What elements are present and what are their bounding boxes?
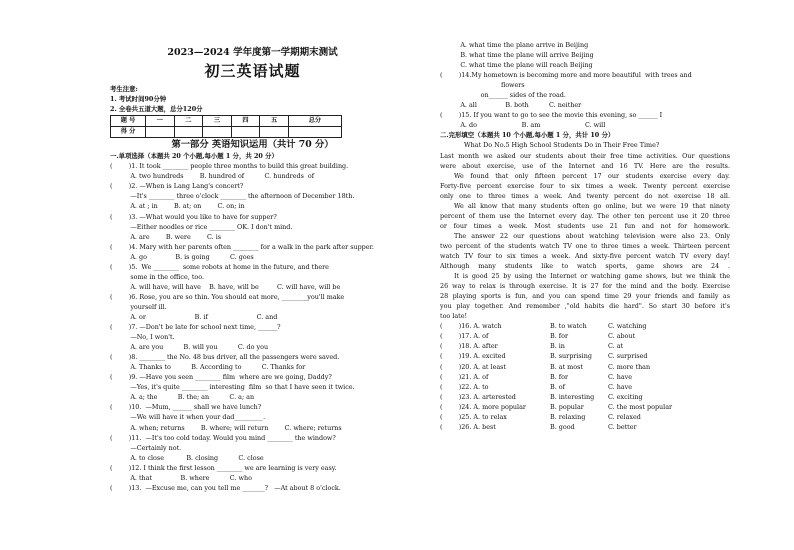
question-line: ( )6. Rose, you are so thin. You should eat more, ________you'll make	[110, 292, 345, 301]
cloze-option-row	[440, 382, 730, 392]
question-line: ( )5. We ________ some robots at home in the future, and there	[110, 262, 329, 271]
cloze-option-row	[440, 331, 730, 341]
option-b[interactable]: B. of	[550, 382, 565, 391]
question-line: —Yes, it's quite ________ interesting film so that I have seen it twice.	[110, 383, 355, 392]
question-line: —We will have it when your dad_________.	[110, 413, 266, 422]
option-b[interactable]: B. surprising	[550, 352, 592, 361]
option-c[interactable]: C. watching	[608, 322, 647, 331]
option-a[interactable]: ( )23. A. arterested	[440, 392, 516, 401]
question-list-left	[110, 161, 395, 493]
passage-line: 28 playing sports is fun, and you can spend time 29 your friends and family as	[440, 292, 730, 301]
question-line: A. go B. is going C. goes	[110, 252, 254, 261]
score-cell: 三	[203, 116, 232, 127]
question-line: A. at ; in B. at; on C. on; in	[110, 202, 245, 211]
option-a[interactable]: ( )25. A. to relax	[440, 412, 507, 421]
option-b[interactable]: B. good	[550, 422, 575, 431]
question-line: ( )11. —It's too cold today. Would you mind ________ the window?	[110, 433, 336, 442]
option-c[interactable]: C. have	[608, 382, 633, 391]
option-c[interactable]: C. about	[608, 332, 636, 341]
question-line: ( )1. It took ________ people three months to build this great building.	[110, 162, 349, 171]
option-c[interactable]: C. have	[608, 372, 633, 381]
score-cell: 得 分	[111, 127, 146, 138]
question-line: ( )8. ________ the No. 48 bus driver, all the passengers were saved.	[110, 353, 340, 362]
cloze-option-row	[440, 412, 730, 422]
passage-line: It is good 25 by using the Internet or watching game shows, but we think the	[454, 272, 730, 281]
question-line: —It's ________ three o'clock ________ the afternoon of December 18th.	[110, 192, 355, 201]
option-a[interactable]: ( )24. A. more popular	[440, 402, 526, 411]
option-a[interactable]: ( )21. A. of	[440, 372, 489, 381]
section2-heading: 二.完形填空（本题共 10 个小题,每小题 1 分，共计 10 分）	[440, 131, 615, 140]
option-c[interactable]: C. better	[608, 422, 637, 431]
score-cell: 五	[260, 116, 289, 127]
question-line: on______ sides of the road.	[440, 91, 566, 100]
option-b[interactable]: B. for	[550, 372, 569, 381]
note-item-1: 1. 考试时间90分钟	[110, 95, 167, 104]
question-line: A. to close B. closing C. close	[110, 453, 264, 462]
section1-heading: 一.单项选择（本题共 20 个小题,每小题 1 分，共 20 分）	[110, 152, 278, 161]
score-cell: 二	[174, 116, 203, 127]
option-b[interactable]: B. relaxing	[550, 412, 586, 421]
option-a[interactable]: ( )20. A. at least	[440, 362, 507, 371]
option-b[interactable]: B. popular	[550, 402, 584, 411]
question-line: —Either noodles or rice ________ OK. I don't mind.	[110, 222, 293, 231]
right-column	[440, 40, 730, 432]
score-table-score-row	[111, 127, 342, 138]
option-b[interactable]: B. for	[550, 332, 569, 341]
passage-line: The answer 22 our questions about watching television were also 23. Only	[454, 231, 730, 240]
question-line: —Certainly not.	[110, 443, 182, 452]
option-c[interactable]: C. the most popular	[608, 402, 673, 411]
option-a[interactable]: ( )22. A. to	[440, 382, 489, 391]
option-a[interactable]: ( )26. A. best	[440, 422, 496, 431]
passage-line: were about exercise, use of the Internet and 16 TV. Here are the results.	[440, 161, 730, 170]
question-line: ( )9. —Have you seen ________ film where are we going, Daddy?	[110, 373, 332, 382]
score-input-cell[interactable]	[174, 127, 203, 138]
part1-title: 第一部分 英语知识运用（共计 70 分）	[171, 139, 334, 151]
question-line: ( )13. —Excuse me, can you tell me _______? —At about 8 o'clock.	[110, 483, 341, 492]
exam-title: 2023—2024 学年度第一学期期末测试	[167, 47, 338, 58]
passage-line: percent of them use the Internet every day. The other ten percent use it 20 three	[440, 211, 730, 220]
question-line: ( )12. I think the first lesson ________ we are learning is very easy.	[110, 463, 337, 472]
question-line: ( )4. Mary with her parents often ________ for a walk in the park after supper.	[110, 242, 374, 251]
passage-line: you play together. And remember ,"old habits die hard". So start 30 before it's	[440, 302, 730, 311]
score-input-cell[interactable]	[146, 127, 175, 138]
score-input-cell[interactable]	[260, 127, 289, 138]
question-line: ( )14.My hometown is becoming more and more beautiful with trees and	[440, 71, 692, 80]
question-line: A. are you B. will you C. do you	[110, 343, 269, 352]
question-line: A. Thanks to B. According to C. Thanks for	[110, 363, 306, 372]
option-a[interactable]: ( )19. A. excited	[440, 352, 506, 361]
question-line: yourself ill.	[110, 302, 167, 311]
score-table-header-row	[111, 116, 342, 127]
question-list-right-top	[440, 40, 730, 130]
option-b[interactable]: B. interesting	[550, 392, 595, 401]
question-line: A. two hundreds B. hundred of C. hundreds of	[110, 172, 315, 181]
option-c[interactable]: C. more than	[608, 362, 651, 371]
cloze-option-row	[440, 422, 730, 432]
option-c[interactable]: C. at	[608, 342, 624, 351]
score-table	[110, 115, 342, 138]
score-input-cell[interactable]	[203, 127, 232, 138]
score-cell: 一	[146, 116, 175, 127]
option-b[interactable]: B. at most	[550, 362, 583, 371]
passage-line: Forty-five percent exercise four to six times a week. Twenty percent exercise	[440, 181, 730, 190]
question-line: ( )7. —Don't be late for school next time, ______?	[110, 323, 281, 332]
score-input-cell[interactable]	[288, 127, 341, 138]
cloze-option-row	[440, 402, 730, 412]
passage-line: watch TV four to six times a week. And sixty-five percent watch TV every day!	[440, 251, 730, 260]
option-b[interactable]: B. to watch	[550, 322, 587, 331]
question-line: ( )10. —Mum, ______ shall we have lunch?	[110, 403, 262, 412]
passage-line: or four times a week. Most students use 21 fun and not for homework.	[440, 221, 730, 230]
question-line: A. when; returns B. where; will return C. where; returns	[110, 423, 342, 432]
passage-line: We all know that many students often go online, but we were 19 that ninety	[454, 201, 730, 210]
cloze-options	[440, 321, 730, 432]
cloze-option-row	[440, 351, 730, 361]
score-input-cell[interactable]	[231, 127, 260, 138]
question-line: some in the office, too.	[110, 272, 205, 281]
question-line: C. what time the plane will reach Beijing	[440, 61, 593, 70]
passage-line: Last month we asked our students about their free time activities. Our questions	[440, 151, 730, 160]
passage-line: too late!	[440, 312, 468, 321]
question-line: A. are B. were C. is	[110, 232, 222, 241]
passage-line: only one to three times a week. And twenty percent do not exercise 18 all.	[440, 191, 730, 200]
question-line: ( )15. If you want to go to see the movie this evening, so ______ I	[440, 111, 663, 120]
cloze-option-row	[440, 341, 730, 351]
passage-line: We found that only fifteen percent 17 our students exercise every day.	[454, 171, 730, 180]
option-c[interactable]: C. relaxed	[608, 412, 641, 421]
passage-line: two percent of the students watch TV one to three times a week. Thirteen percent	[440, 241, 730, 250]
cloze-option-row	[440, 362, 730, 372]
question-line: flowers	[440, 81, 525, 90]
question-line: A. will have, will have B. have, will be C. will have, will be	[110, 282, 341, 291]
question-line: A. do B. am C. will	[440, 121, 606, 130]
left-column	[110, 47, 395, 493]
note-item-2: 2. 全卷共五道大题，总分120分	[110, 105, 203, 114]
exam-subtitle: 初三英语试题	[204, 62, 301, 80]
option-b[interactable]: B. in	[550, 342, 565, 351]
notes-heading: 考生注意:	[110, 85, 138, 93]
option-a[interactable]: ( )17. A. of	[440, 332, 489, 341]
question-line: A. a; the B. the; an C. a; an	[110, 393, 255, 402]
passage-title: What Do No.5 High School Students Do in Their Free Time?	[464, 141, 660, 150]
question-line: ( )2. —When is Lang Lang's concert?	[110, 182, 244, 191]
option-a[interactable]: ( )18. A. after	[440, 342, 498, 351]
option-c[interactable]: C. surprised	[608, 352, 648, 361]
cloze-option-row	[440, 321, 730, 331]
option-a[interactable]: ( )16. A. watch	[440, 322, 502, 331]
question-line: A. what time the plane arrive in Beijing	[440, 41, 589, 49]
score-cell: 题 号	[111, 116, 146, 127]
question-line: A. or B. if C. and	[110, 312, 278, 321]
cloze-option-row	[440, 392, 730, 402]
question-line: —No, I won't.	[110, 333, 175, 342]
question-line: B. what time the plane will arrive Beijing	[440, 51, 594, 60]
passage-line: 26 way to relax is through exercise. It is 27 for the mind and the body. Exercise	[440, 282, 730, 291]
passage-line: Although many students like to watch sports, game shows are 24 .	[440, 262, 730, 271]
question-line: A. that B. where C. who	[110, 473, 252, 482]
question-line: A. all B. both C. neither	[440, 101, 582, 110]
question-line: ( )3. —What would you like to have for supper?	[110, 212, 277, 221]
cloze-passage	[440, 151, 730, 322]
score-cell: 总分	[288, 116, 341, 127]
option-c[interactable]: C. exciting	[608, 392, 643, 401]
score-cell: 四	[231, 116, 260, 127]
cloze-option-row	[440, 372, 730, 382]
